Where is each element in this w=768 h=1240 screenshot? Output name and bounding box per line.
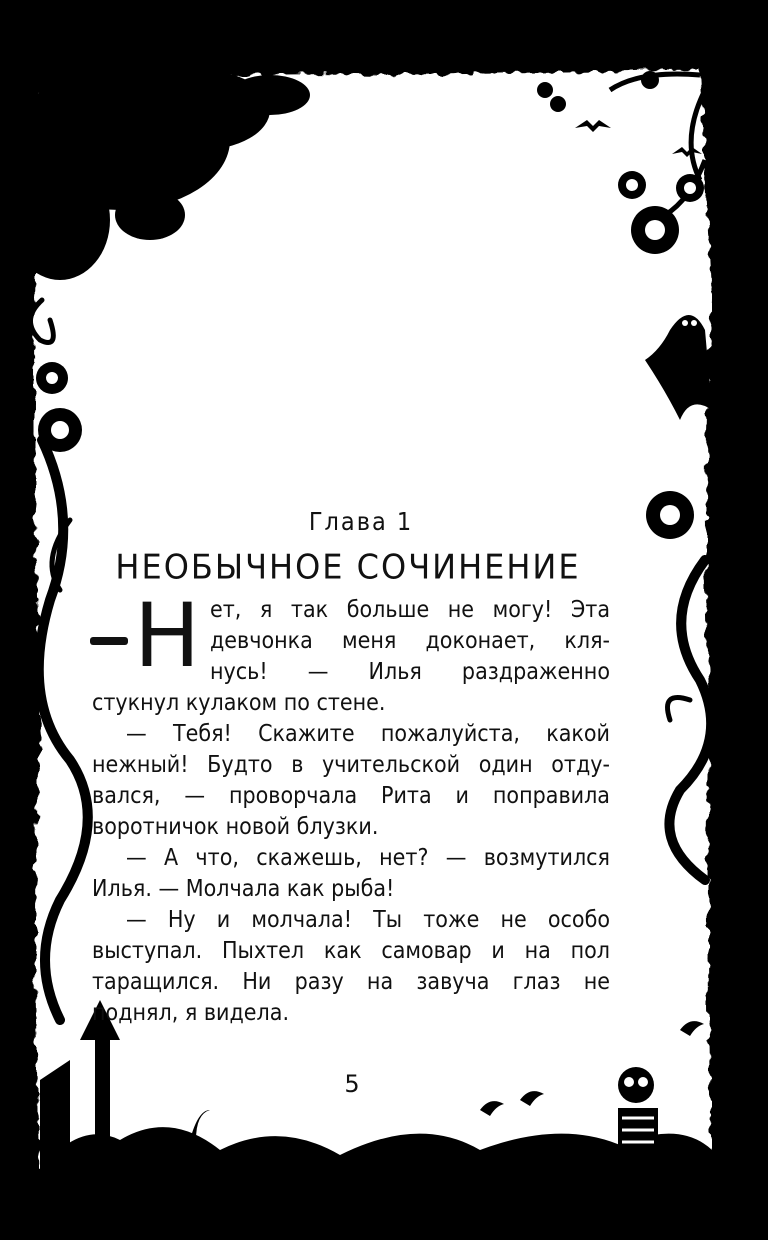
dropcap <box>90 584 201 687</box>
text-line: — А что, скажешь, нет? — возмутился <box>126 845 610 871</box>
page-number: 5 <box>344 1070 360 1098</box>
text-line: поднял, я видела. <box>92 1000 290 1026</box>
dropcap-dash <box>90 637 128 645</box>
text-line: воротничок новой блузки. <box>92 814 379 840</box>
text-line: — Тебя! Скажите пожалуйста, какой <box>126 721 610 747</box>
text-block <box>92 505 610 1029</box>
text-line: ет, я так больше не могу! Эта <box>210 597 610 623</box>
dropcap-paragraph <box>92 584 610 719</box>
skull-icon <box>618 1067 658 1158</box>
text-line: — Ну и молчала! Ты тоже не особо <box>126 907 610 933</box>
text-line: девчонка меня доконает, кля- <box>210 628 610 654</box>
text-line: стукнул кулаком по стене. <box>92 690 386 716</box>
text-line: таращился. Ни разу на завуча глаз не <box>92 969 610 995</box>
chapter-label: Глава 1 <box>308 507 414 536</box>
text-line: выступал. Пыхтел как самовар и на пол <box>92 938 610 964</box>
chapter-title: НЕОБЫЧНОЕ СОЧИНЕНИЕ <box>115 547 581 587</box>
text-line: Илья. — Молчала как рыба! <box>92 876 395 902</box>
text-line: нежный! Будто в учительской один отду- <box>92 752 610 778</box>
text-line: вался, — проворчала Рита и поправила <box>92 783 610 809</box>
text-line: нусь! — Илья раздраженно <box>210 659 610 685</box>
dropcap-letter: Н <box>134 584 201 687</box>
